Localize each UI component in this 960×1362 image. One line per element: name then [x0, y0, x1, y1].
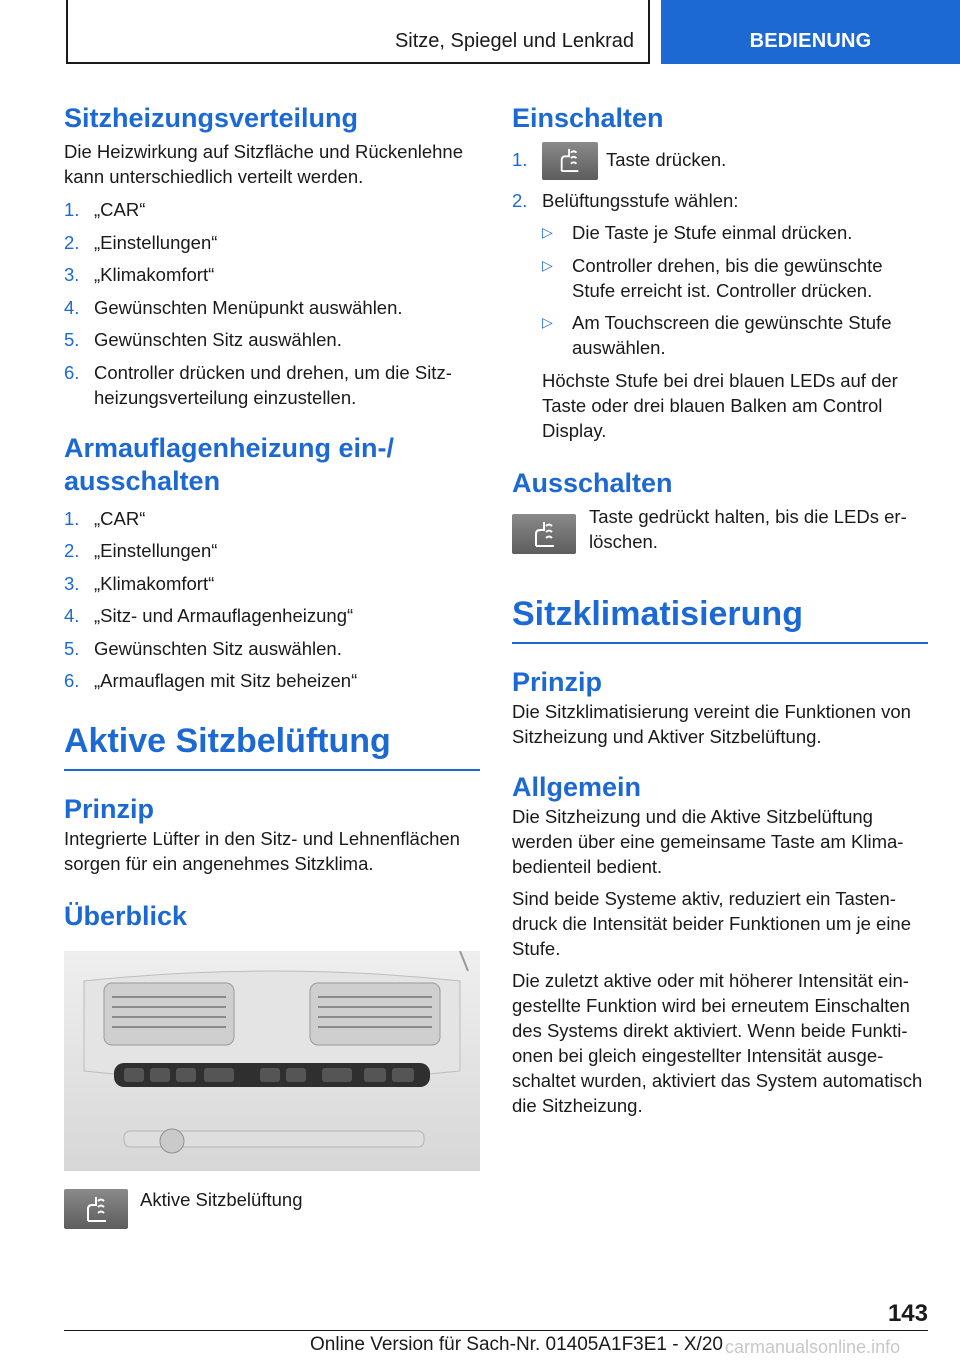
sitzklima-prinzip-text: Die Sitzklimatisierung vereint die Funktionen von Sitzheizung und Aktiver Sitzbelüftung. [512, 700, 911, 747]
list-item: 4. Gewünschten Menüpunkt auswählen. [64, 296, 403, 318]
sitzklimatisierung-heading: Sitzklimatisierung [512, 592, 928, 644]
page-number: 143 [887, 1300, 928, 1327]
list-item: ▷ Die Taste je Stufe einmal drücken. [542, 222, 853, 244]
chapter-tab: BEDIENUNG [661, 0, 960, 64]
list-item: ▷ Am Touchscreen die gewünschte Stufe auswählen. [542, 312, 892, 359]
climate-panel-photo [64, 951, 480, 1171]
list-item: 3. „Klimakomfort“ [64, 572, 215, 594]
list-item: ▷ Controller drehen, bis die gewünschte Stufe erreicht ist. Controller drücken. [542, 254, 883, 301]
armauflagenheizung-heading: Armauflagenheizung ein-/ ausschalten [64, 432, 395, 496]
footer-text: Online Version für Sach-Nr. 01405A1F3E1 - X/20 [310, 1334, 723, 1355]
sitzheizungsverteilung-heading: Sitzheizungsverteilung [64, 103, 359, 133]
ausschalten-heading: Ausschalten [512, 467, 673, 498]
sitzklima-prinzip-heading: Prinzip [512, 666, 603, 697]
prinzip-heading: Prinzip [64, 794, 155, 824]
left-column [64, 102, 482, 1235]
einschalten-heading: Einschalten [512, 103, 664, 133]
caption-row [64, 1189, 482, 1235]
section-title: Sitze, Spiegel und Lenkrad [394, 30, 634, 52]
list-item: 2. „Einstellungen“ [64, 540, 218, 561]
ausschalten-row [512, 504, 930, 560]
right-column [512, 102, 930, 1118]
watermark: carmanualsonline.info [725, 1337, 901, 1357]
belueftung-options [512, 220, 930, 360]
prinzip-text: Integrierte Lüfter in den Sitz- und Lehnenflächen sorgen für ein angenehmes Sitzklima. [64, 828, 460, 874]
triangle-right-icon: ▷ [542, 224, 553, 241]
list-item: 2. Belüftungsstufe wählen: [512, 189, 739, 211]
seat-ventilation-button-icon [542, 142, 598, 180]
triangle-right-icon: ▷ [542, 256, 553, 273]
list-item: 6. „Armauflagen mit Sitz beheizen“ [64, 670, 358, 691]
list-item: 2. „Einstellungen“ [64, 231, 218, 253]
list-item: 1. „CAR“ [64, 507, 146, 529]
list-item: 1. „CAR“ [64, 199, 146, 220]
allgemein-text-3: Die zuletzt aktive oder mit höherer Intensität eingestellte Funktion wird bei erneutem Einschalten des Systems direkt aktiviert. Wenn beide Funktionen bei gleich eingestellter Intensität ausgeschaltet wurden, aktiviert das System automatisch die Sitzheizung. [512, 969, 923, 1116]
sitzheizungsverteilung-steps [64, 197, 482, 410]
seat-ventilation-button-icon [512, 514, 576, 554]
list-item: 1. Taste drücken. [512, 141, 930, 180]
allgemein-heading: Allgemein [512, 771, 642, 802]
sitzheizungsverteilung-intro: Die Heizwirkung auf Sitzfläche und Rückenlehne kann unterschiedlich verteilt werden. [64, 141, 463, 187]
einschalten-steps [512, 141, 930, 213]
ueberblick-heading: Überblick [64, 901, 188, 931]
list-item: 4. „Sitz- und Armauflagenheizung“ [64, 605, 354, 626]
allgemein-text-1: Die Sitzheizung und die Aktive Sitzbelüftung werden über eine gemeinsame Taste am Klimabedienteil bedient. [512, 805, 904, 877]
ausschalten-text: Taste gedrückt halten, bis die LEDs erlöschen. [589, 505, 907, 552]
seat-ventilation-button-icon [64, 1189, 128, 1229]
list-item: 6. Controller drücken und drehen, um die Sitzheizungsverteilung einzustellen. [64, 361, 452, 408]
photo-caption: Aktive Sitzbelüftung [140, 1189, 303, 1210]
list-item: 3. „Klimakomfort“ [64, 264, 215, 285]
aktive-sitzbelueftung-heading: Aktive Sitzbelüftung [64, 719, 480, 771]
allgemein-text-2: Sind beide Systeme aktiv, reduziert ein Tastendruck die Intensität beider Funktionen um je eine Stufe. [512, 887, 912, 959]
armauflagenheizung-steps [64, 506, 482, 694]
footer-divider [64, 1330, 928, 1331]
climate-panel-illustration [64, 951, 480, 1171]
list-item: 5. Gewünschten Sitz auswählen. [64, 329, 342, 350]
triangle-right-icon: ▷ [542, 314, 553, 331]
header-box [66, 0, 650, 64]
list-item: 5. Gewünschten Sitz auswählen. [64, 637, 342, 659]
einschalten-note: Höchste Stufe bei drei blauen LEDs auf der Taste oder drei blauen Balken am Control Display. [542, 369, 898, 441]
